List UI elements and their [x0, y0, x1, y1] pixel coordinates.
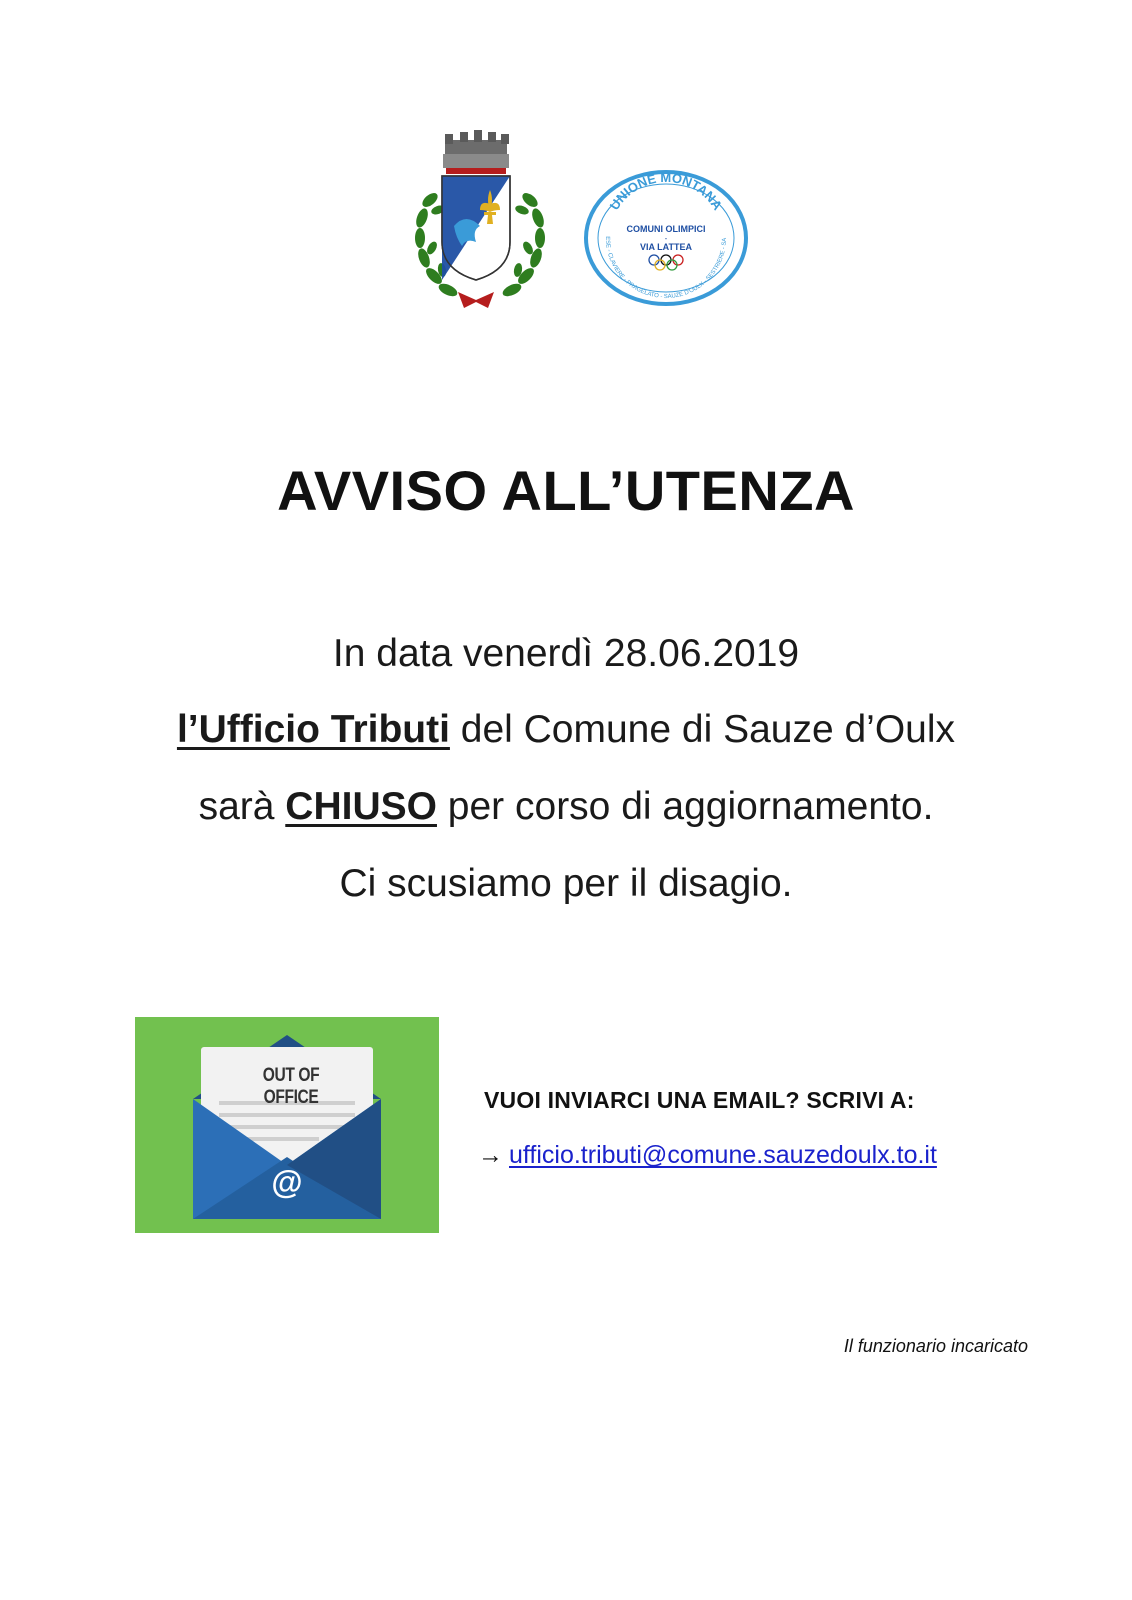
office-line-rest: del Comune di Sauze d’Oulx: [449, 708, 956, 751]
municipal-crest-icon: [410, 130, 550, 315]
union-logo-sep: -: [664, 234, 668, 243]
out-of-office-illustration: [135, 1017, 439, 1233]
notice-title: AVVISO ALL’UTENZA: [277, 459, 855, 522]
out-of-office-label: OUT OF OFFICE: [262, 1065, 320, 1108]
arrow-right-icon: →: [478, 1141, 503, 1169]
union-logo-ring-text: ESE - CLAVIERE - PRAGELATO - SAUZE D'OULX - SESTRIERE - SA: [603, 236, 729, 301]
union-logo-top-text: UNIONE MONTANA: [606, 169, 726, 213]
closed-line-post: per corso di aggiornamento.: [436, 785, 934, 828]
email-link[interactable]: ufficio.tributi@comune.sauzedoulx.to.it: [509, 1141, 937, 1169]
email-line: [478, 1141, 937, 1170]
notice-apology-line: Ci scusiamo per il disagio.: [339, 862, 793, 905]
unione-montana-logo: [582, 168, 750, 308]
office-name: l’Ufficio Tributi: [176, 708, 450, 751]
union-logo-line1: COMUNI OLIMPICI: [626, 224, 706, 234]
union-logo-line2: VIA LATTEA: [640, 242, 692, 252]
closed-line-pre: sarà: [198, 785, 286, 828]
notice-office-line: [0, 708, 1132, 752]
email-heading: VUOI INVIARCI UNA EMAIL? SCRIVI A:: [484, 1087, 915, 1113]
notice-closed-line: [0, 785, 1132, 829]
signature: Il funzionario incaricato: [843, 1336, 1028, 1356]
notice-date-line: In data venerdì 28.06.2019: [332, 632, 800, 675]
envelope-at-icon: @: [271, 1164, 303, 1200]
closed-word: CHIUSO: [285, 785, 437, 828]
